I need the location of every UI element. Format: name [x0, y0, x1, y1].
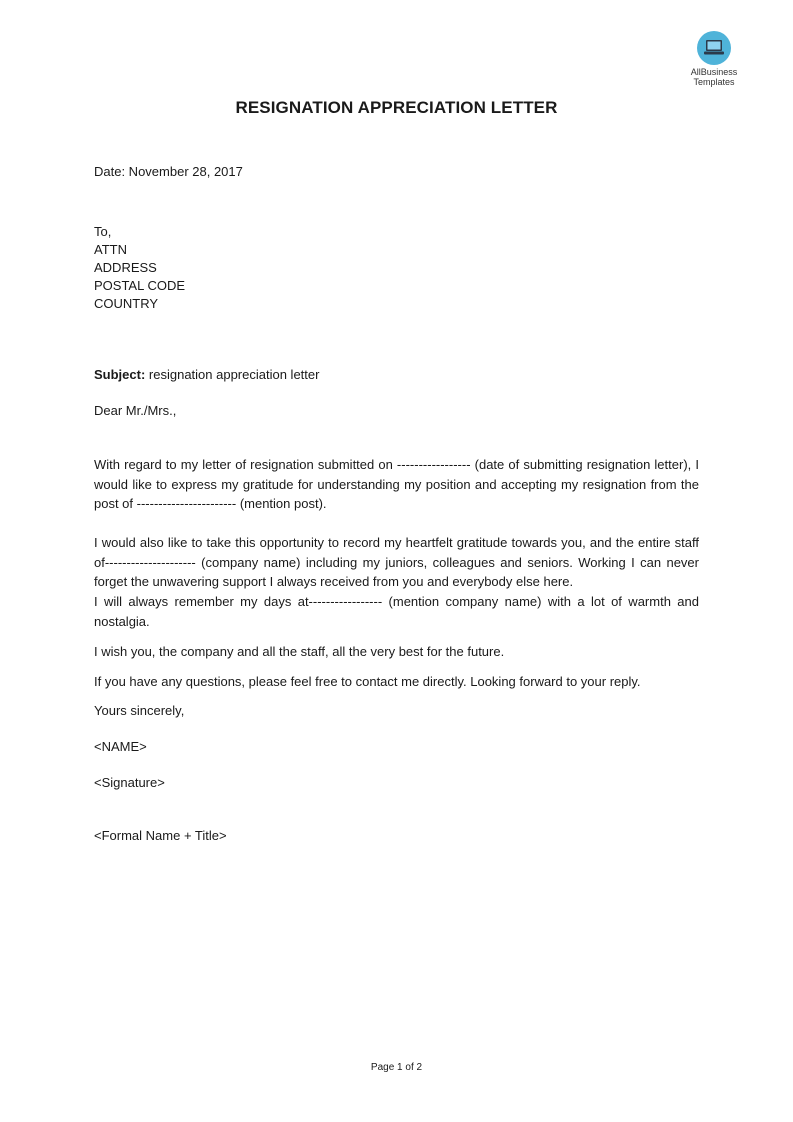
paragraph-3: I will always remember my days at----------------- (mention company name) with a lot of warmth and nostalgia.: [94, 594, 699, 629]
closing: Yours sincerely,: [94, 703, 185, 718]
paragraph-1: With regard to my letter of resignation submitted on ----------------- (date of submitting resignation letter), I would like to express my gratitude for understanding my position and accepting my resignation from the post of ----------------------- (mention post).: [94, 457, 699, 511]
address-address: ADDRESS: [94, 260, 157, 275]
laptop-icon: [697, 31, 731, 65]
paragraph-4: I wish you, the company and all the staff, all the very best for the future.: [94, 644, 505, 659]
address-country: COUNTRY: [94, 296, 159, 311]
brand-logo: [676, 31, 752, 87]
name-placeholder: <NAME>: [94, 739, 147, 754]
address-attn: ATTN: [94, 242, 127, 257]
paragraph-2: I would also like to take this opportunity to record my heartfelt gratitude towards you, and the entire staff of--------------------- (company name) including my juniors, colleagues and seniors. Working I can never forget the unwavering support I always received from you and everybody else here.: [94, 535, 699, 589]
paragraph-5: If you have any questions, please feel free to contact me directly. Looking forward to your reply.: [94, 674, 641, 689]
date-line: Date: November 28, 2017: [94, 164, 243, 179]
subject-label: Subject:: [94, 367, 146, 382]
logo-text-line1: AllBusiness: [690, 67, 738, 77]
address-to: To,: [94, 224, 112, 239]
logo-text-line2: Templates: [693, 77, 735, 87]
formal-name-placeholder: <Formal Name + Title>: [94, 828, 227, 843]
page-footer: Page 1 of 2: [370, 1062, 423, 1073]
letter-title: RESIGNATION APPRECIATION LETTER: [235, 98, 558, 117]
subject-line: [94, 366, 319, 384]
subject-text: resignation appreciation letter: [145, 367, 320, 382]
signature-placeholder: <Signature>: [94, 775, 165, 790]
salutation: Dear Mr./Mrs.,: [94, 403, 177, 418]
address-postal-code: POSTAL CODE: [94, 278, 186, 293]
